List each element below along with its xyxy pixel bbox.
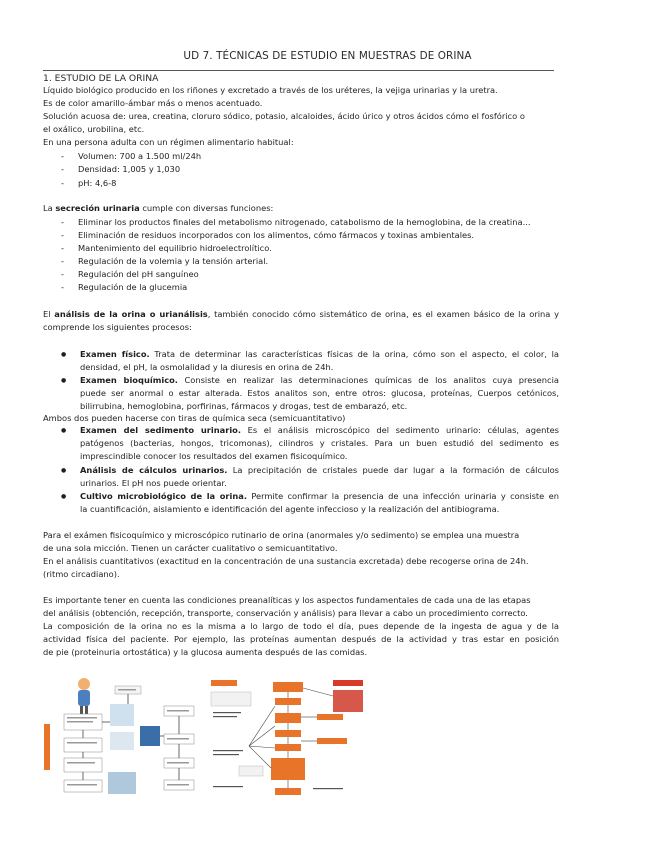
section-heading: 1. ESTUDIO DE LA ORINA	[43, 73, 159, 84]
list-item: - Mantenimiento del equilibrio hidroelectrolítico.	[43, 242, 559, 255]
paragraph-line: Líquido biológico producido en los riñones y excretado a través de los uréteres, la vejiga urinarias y la uretra.	[43, 85, 498, 95]
list-item: - Eliminar los productos finales del metabolismo nitrogenado, catabolismo de la hemoglobina, de la creatina...	[43, 216, 559, 229]
list-item: - Eliminación de residuos incorporados con los alimentos, cómo fármacos y toxinas ambientales.	[43, 229, 559, 242]
paragraph-line: La composición de la orina no es la misma a lo largo de todo el día, pues depende de la ingesta de agua y de la	[43, 621, 559, 631]
title-divider	[43, 70, 554, 71]
paragraph-line: Ambos dos pueden hacerse con tiras de química seca (semicuantitativo)	[43, 413, 346, 423]
bullet-continuation: densidad, el pH, la osmolalidad y la diuresis en orina de 24h.	[80, 362, 334, 372]
paragraph-line: Es de color amarillo-ámbar más o menos acentuado.	[43, 98, 263, 108]
list-item: - pH: 4,6-8	[43, 177, 559, 190]
bullet-continuation: patógenos (bacterias, hongos, tricomonas), cilindros y cristales. Para un buen estudió del sedimento es	[80, 438, 559, 448]
side-banner	[44, 724, 50, 770]
bullet-continuation: imprescindible conocer los resultados del examen fisicoquímico.	[80, 451, 348, 461]
paragraph-line: del análisis (obtención, recepción, transporte, conservación y análisis) para llevar a cabo un procedimiento correcto.	[43, 608, 528, 618]
paragraph-line: En una persona adulta con un régimen alimentario habitual:	[43, 137, 294, 147]
paragraph-line: el oxálico, urobilina, etc.	[43, 124, 145, 134]
paragraph-line: (ritmo circadiano).	[43, 569, 120, 579]
paragraph-line: actividad física del paciente. Por ejemplo, las proteínas aumentan después de la actividad y tras estar en posición	[43, 634, 559, 644]
secretion-intro: La secreción urinaria cumple con diversas funciones:	[43, 203, 274, 213]
list-item: - Volumen: 700 a 1.500 ml/24h	[43, 150, 559, 163]
preanalytic-phase-diagram-image	[209, 676, 369, 801]
list-item: - Regulación del pH sanguíneo	[43, 268, 559, 281]
paragraph-line: Es importante tener en cuenta las condiciones preanalíticas y los aspectos fundamentales de cada una de las etapas	[43, 595, 531, 605]
urine-process-flowchart-image	[44, 676, 201, 801]
list-item: - Regulación de la volemia y la tensión arterial.	[43, 255, 559, 268]
bullet-item: ● Examen bioquímico. Consiste en realizar las determinaciones químicas de los analitos cuya presencia	[43, 374, 559, 387]
paragraph-line: Para el exámen fisicoquímico y microscópico rutinario de orina (anormales y/o sedimento) se emplea una muestra	[43, 530, 520, 540]
bullet-continuation: bilirrubina, hemoglobina, porfirinas, fármacos y drogas, test de embarazó, etc.	[80, 401, 408, 411]
bullet-continuation: la cuantificación, aislamiento e identificación del agente infeccioso y la realización del antibiograma.	[80, 504, 500, 514]
paragraph-line: Solución acuosa de: urea, creatina, cloruro sódico, potasio, alcaloides, ácido úrico y otros ácidos cómo el fosfórico o	[43, 111, 525, 121]
paragraph-line: de pie (proteinuria ortostática) y la glucosa aumenta después de las comidas.	[43, 647, 368, 657]
bullet-item: ● Examen físico. Trata de determinar las características físicas de la orina, cómo son el aspecto, el color, la	[43, 348, 559, 361]
bullet-item: ● Análisis de cálculos urinarios. La precipitación de cristales puede dar lugar a la formación de cálculos	[43, 464, 559, 477]
bullet-item: ● Examen del sedimento urinario. Es el análisis microscópico del sedimento urinario: células, agentes	[43, 424, 559, 437]
bullet-continuation: urinarios. El pH nos puede orientar.	[80, 478, 227, 488]
paragraph-line: comprende los siguientes procesos:	[43, 322, 192, 332]
analysis-intro: El análisis de la orina o urianálisis, también conocido cómo sistemático de orina, es el examen básico de la orina y	[43, 309, 559, 319]
list-item: - Regulación de la glucemia	[43, 281, 559, 294]
list-item: - Densidad: 1,005 y 1,030	[43, 163, 559, 176]
paragraph-line: de una sola micción. Tienen un carácter cualitativo o semicuantitativo.	[43, 543, 338, 553]
page-title: UD 7. TÉCNICAS DE ESTUDIO EN MUESTRAS DE ORINA	[183, 50, 472, 62]
bullet-item: ● Cultivo microbiológico de la orina. Permite confirmar la presencia de una infección urinaria y consiste en	[43, 490, 559, 503]
bullet-continuation: puede ser anormal o estar alterada. Estos analitos son, entre otros: glucosa, proteínas, Cuerpos cetónicos,	[80, 388, 559, 398]
paragraph-line: En el análisis cuantitativos (exactitud en la concentración de una sustancia excretada) debe recogerse orina de 24h.	[43, 556, 529, 566]
